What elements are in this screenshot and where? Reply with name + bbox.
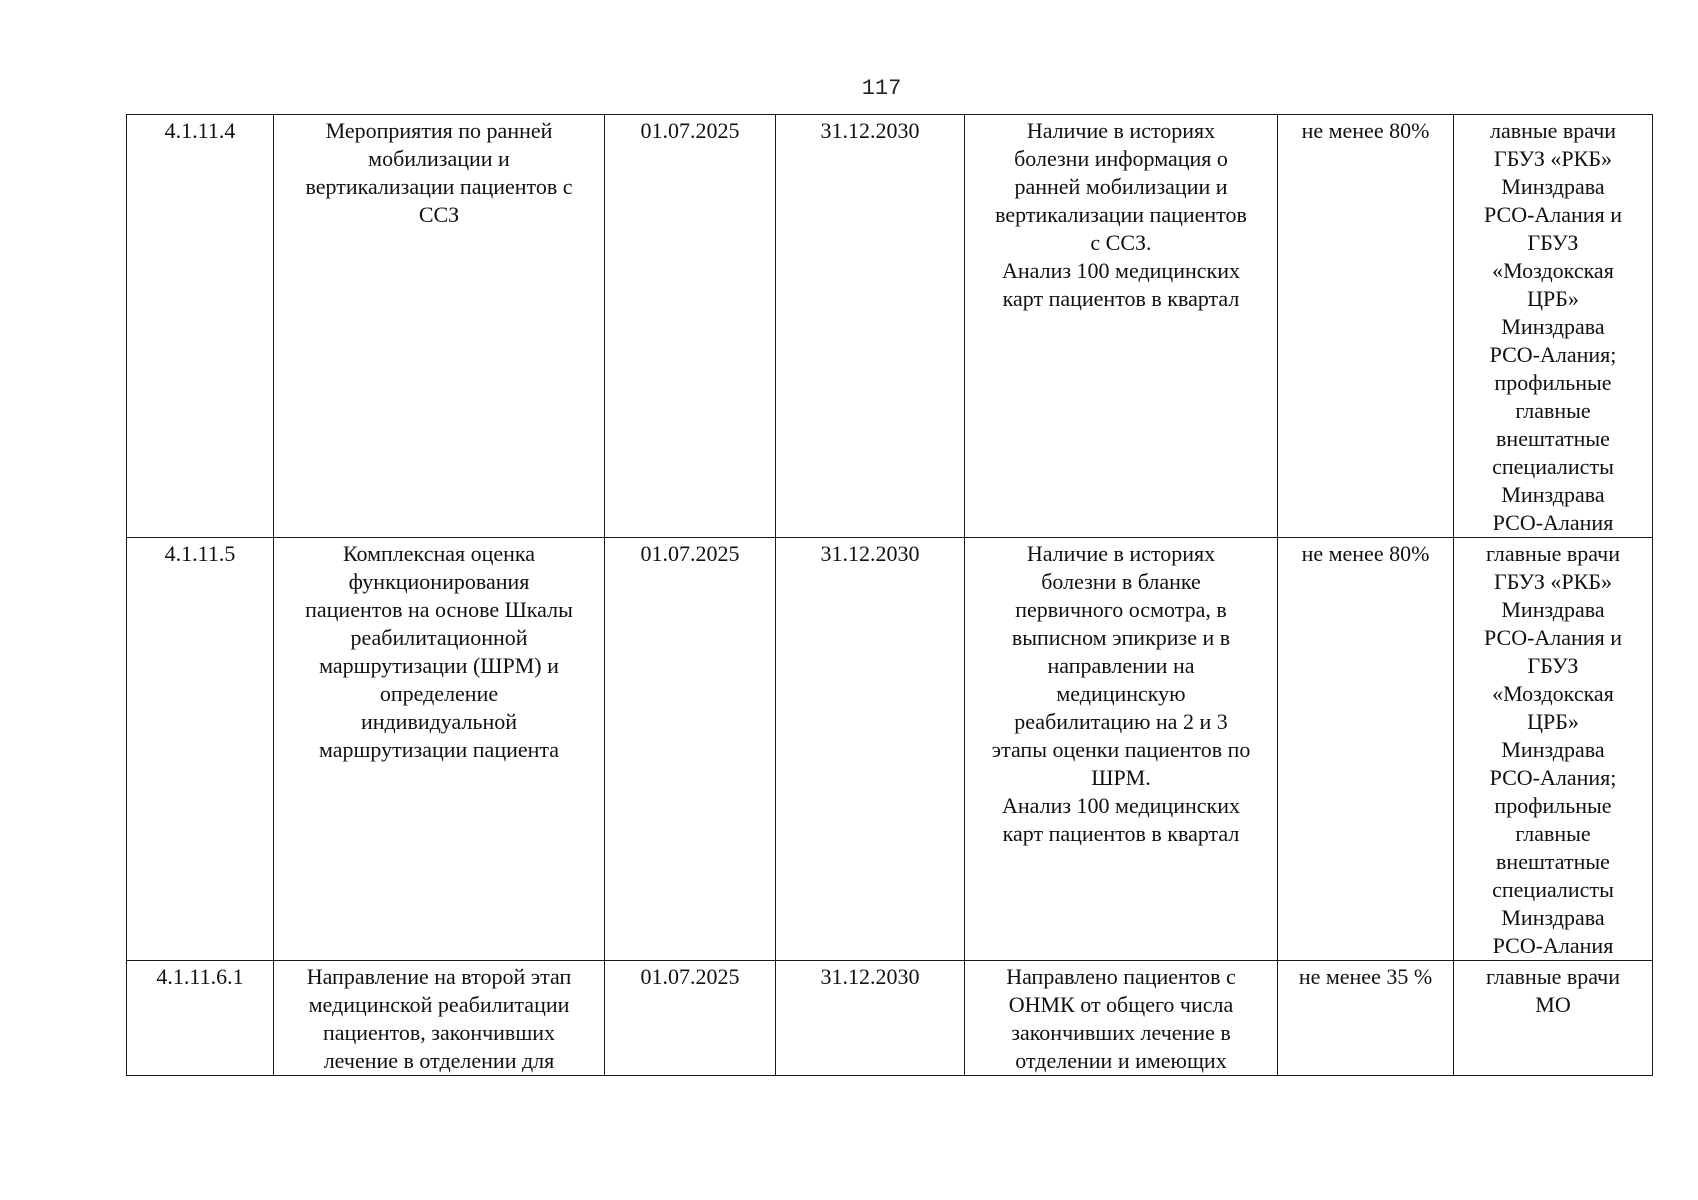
activity-cell: Комплексная оценка функционирования пациентов на основе Шкалы реабилитационной маршрутизации (ШРМ) и определение индивидуальной маршрутизации пациента xyxy=(274,538,605,961)
target-cell: не менее 80% xyxy=(1278,115,1454,538)
row-number-cell: 4.1.11.5 xyxy=(127,538,274,961)
row-number-cell: 4.1.11.6.1 xyxy=(127,961,274,1076)
page-number: 117 xyxy=(861,76,902,101)
end-date-cell: 31.12.2030 xyxy=(776,961,965,1076)
table-row xyxy=(127,115,1653,538)
start-date-cell: 01.07.2025 xyxy=(605,115,776,538)
target-cell: не менее 80% xyxy=(1278,538,1454,961)
end-date-cell: 31.12.2030 xyxy=(776,115,965,538)
indicator-cell: Наличие в историях болезни информация о ранней мобилизации и вертикализации пациентов с ССЗ. Анализ 100 медицинских карт пациентов в квартал xyxy=(965,115,1278,538)
start-date-cell: 01.07.2025 xyxy=(605,538,776,961)
responsible-cell: лавные врачи ГБУЗ «РКБ» Минздрава РСО-Алания и ГБУЗ «Моздокская ЦРБ» Минздрава РСО-Алания; профильные главные внештатные специалисты Минздрава РСО-Алания xyxy=(1454,115,1653,538)
responsible-cell: главные врачи МО xyxy=(1454,961,1653,1076)
target-cell: не менее 35 % xyxy=(1278,961,1454,1076)
indicator-cell: Наличие в историях болезни в бланке первичного осмотра, в выписном эпикризе и в направлении на медицинскую реабилитацию на 2 и 3 этапы оценки пациентов по ШРМ. Анализ 100 медицинских карт пациентов в квартал xyxy=(965,538,1278,961)
table-row xyxy=(127,961,1653,1076)
start-date-cell: 01.07.2025 xyxy=(605,961,776,1076)
activity-cell: Направление на второй этап медицинской реабилитации пациентов, закончивших лечение в отделении для xyxy=(274,961,605,1076)
activity-cell: Мероприятия по ранней мобилизации и вертикализации пациентов с ССЗ xyxy=(274,115,605,538)
measures-table xyxy=(126,114,1653,1076)
responsible-cell: главные врачи ГБУЗ «РКБ» Минздрава РСО-Алания и ГБУЗ «Моздокская ЦРБ» Минздрава РСО-Алания; профильные главные внештатные специалисты Минздрава РСО-Алания xyxy=(1454,538,1653,961)
indicator-cell: Направлено пациентов с ОНМК от общего числа закончивших лечение в отделении и имеющих xyxy=(965,961,1278,1076)
table-row xyxy=(127,538,1653,961)
end-date-cell: 31.12.2030 xyxy=(776,538,965,961)
row-number-cell: 4.1.11.4 xyxy=(127,115,274,538)
